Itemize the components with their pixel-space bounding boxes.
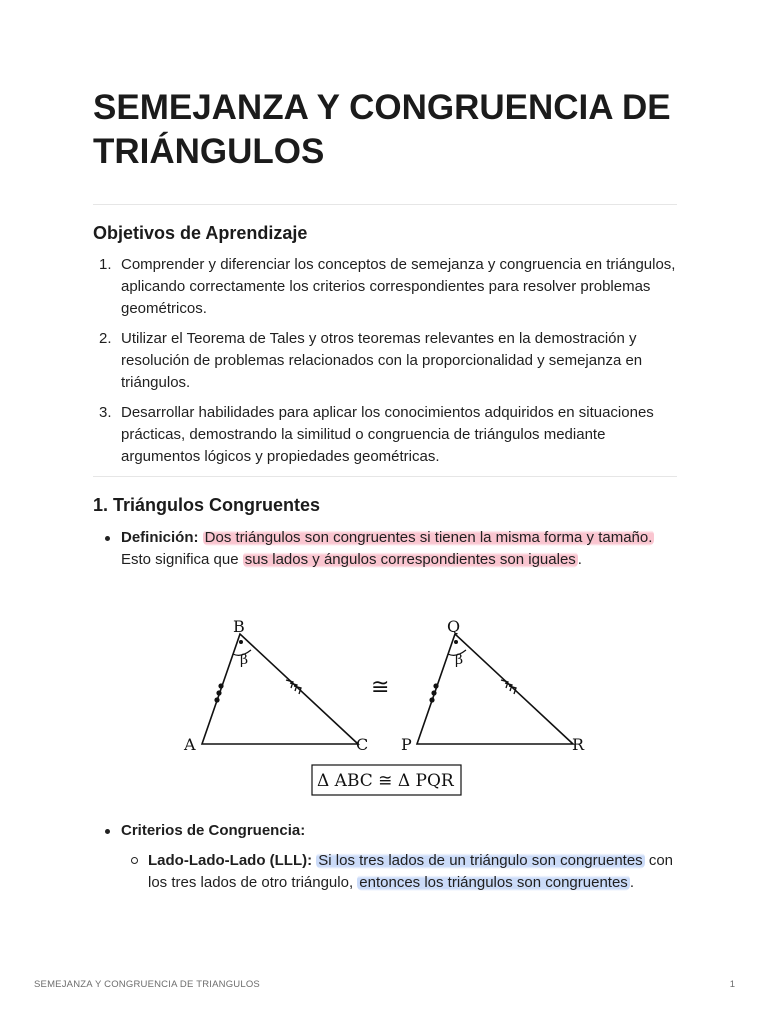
congruent-triangles-figure — [178, 612, 598, 802]
list-item — [93, 254, 677, 320]
definition-text: . — [577, 551, 582, 568]
lll-text: con los tres lados de otro triángulo, — [148, 852, 674, 891]
vertex-label: B — [233, 617, 245, 636]
lll-label: Lado-Lado-Lado (LLL): — [148, 852, 313, 869]
vertex-label: R — [572, 735, 585, 754]
angle-label: β — [455, 652, 464, 668]
criteria-item — [93, 820, 677, 842]
bullet-icon — [105, 829, 110, 834]
angle-label: β — [240, 652, 249, 668]
figure-caption: Δ ABC ≅ Δ PQR — [317, 771, 454, 791]
footer-title: SEMEJANZA Y CONGRUENCIA DE TRIANGULOS — [34, 979, 260, 990]
bullet-icon — [105, 536, 110, 541]
congruent-symbol: ≅ — [371, 675, 390, 700]
highlighted-text: entonces los triángulos son congruentes — [359, 874, 628, 891]
definition-item — [93, 527, 677, 571]
list-number: 2. — [99, 330, 112, 347]
highlighted-text: Dos triángulos son congruentes si tienen la misma forma y tamaño. — [204, 529, 653, 546]
section-heading: 1. Triángulos Congruentes — [93, 495, 321, 515]
divider — [93, 204, 677, 205]
divider — [93, 476, 677, 477]
definition-label: Definición: — [121, 529, 199, 546]
highlighted-text: sus lados y ángulos correspondientes son iguales — [244, 551, 576, 568]
list-item — [93, 402, 677, 468]
vertex-label: P — [401, 735, 412, 754]
triangle-abc — [202, 634, 358, 744]
vertex-label: C — [356, 735, 369, 754]
definition-text: Esto significa que — [121, 551, 243, 568]
highlighted-text: Si los tres lados de un triángulo son congruentes — [318, 852, 643, 869]
list-item — [93, 328, 677, 394]
objectives-heading: Objetivos de Aprendizaje — [93, 223, 308, 243]
list-item-text: Comprender y diferenciar los conceptos de semejanza y congruencia en triángulos, aplicando correctamente los criterios correspondientes para resolver problemas geométricos. — [121, 256, 676, 317]
lll-text: . — [629, 874, 634, 891]
vertex-label: Q — [447, 617, 461, 636]
vertex-label: A — [184, 735, 196, 754]
circle-bullet-icon — [131, 857, 138, 864]
list-number: 3. — [99, 404, 112, 421]
lll-item — [121, 850, 677, 894]
objectives-list — [93, 254, 677, 476]
list-number: 1. — [99, 256, 112, 273]
list-item-text: Utilizar el Teorema de Tales y otros teoremas relevantes en la demostración y resolución de problemas relacionados con la proporcionalidad y semejanza en triángulos. — [121, 330, 643, 391]
angle-dot — [454, 640, 458, 644]
triangle-pqr — [417, 634, 573, 744]
angle-dot — [239, 640, 243, 644]
page-title: SEMEJANZA Y CONGRUENCIA DE TRIÁNGULOS — [93, 88, 671, 171]
page-number: 1 — [729, 979, 735, 990]
criteria-label: Criterios de Congruencia: — [121, 822, 306, 839]
list-item-text: Desarrollar habilidades para aplicar los conocimientos adquiridos en situaciones prácticas, demostrando la similitud o congruencia de triángulos mediante argumentos lógicos y propiedades geométricas. — [121, 404, 654, 465]
